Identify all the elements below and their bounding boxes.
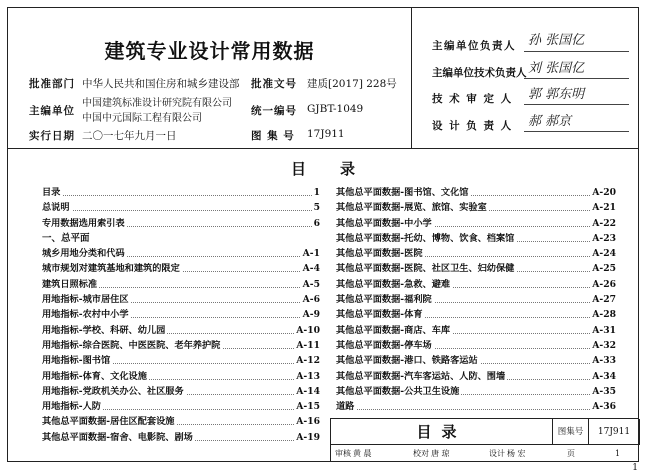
toc-entry-page: 5	[312, 200, 320, 215]
toc-entry-page: A-35	[590, 384, 616, 399]
toc-entry-page: A-25	[590, 261, 616, 276]
unified-no-label: 统一编号	[251, 105, 297, 117]
title-block-name: 目录	[331, 419, 553, 445]
toc-entry-page: A-19	[294, 430, 320, 445]
toc-entry-page: A-16	[294, 414, 320, 429]
toc-entry-title: 其他总平面数据-居住区配套设施	[42, 416, 175, 428]
toc-entry[interactable]	[42, 369, 320, 384]
toc-entry[interactable]	[336, 307, 616, 322]
toc-entry[interactable]	[336, 231, 616, 246]
toc-entry-title: 其他总平面数据-医院	[336, 248, 423, 260]
toc-entry[interactable]	[42, 338, 320, 353]
toc-entry-page: A-11	[294, 338, 320, 353]
page-label: 页	[567, 449, 575, 458]
toc-entry-page: 1	[312, 185, 320, 200]
toc-entry[interactable]	[336, 185, 616, 200]
toc-entry-title: 道路	[336, 401, 355, 413]
toc-entry-title: 用地指标-图书馆	[42, 355, 111, 367]
toc-entry[interactable]	[42, 323, 320, 338]
header-info	[7, 7, 412, 149]
editor-unit-1: 中国建筑标准设计研究院有限公司	[82, 98, 232, 109]
toc-entry[interactable]	[42, 384, 320, 399]
toc-entry-page: A-1	[301, 246, 320, 261]
toc-entry-page: A-20	[590, 185, 616, 200]
toc-entry-title: 用地指标-体育、文化设施	[42, 370, 147, 382]
toc-entry-page: A-22	[590, 216, 616, 231]
page-title: 建筑专业设计常用数据	[104, 39, 315, 63]
toc-entry-page: A-23	[590, 231, 616, 246]
toc-entry[interactable]	[336, 277, 616, 292]
toc-entry[interactable]	[336, 261, 616, 276]
page-footer-number: 1	[632, 463, 638, 473]
toc-entry-page: A-24	[590, 246, 616, 261]
unified-no: GJBT-1049	[307, 103, 364, 115]
approve-dept: 中华人民共和国住房和城乡建设部	[82, 78, 240, 90]
toc-entry-page: A-26	[590, 277, 616, 292]
toc-entry-page: A-27	[590, 292, 616, 307]
toc-entry[interactable]	[42, 261, 320, 276]
toc-entry-title: 用地指标-学校、科研、幼儿园	[42, 324, 166, 336]
checker-name: 唐 琼	[431, 449, 450, 458]
toc-entry-page: A-13	[294, 369, 320, 384]
atlas-no: 17J911	[307, 128, 345, 140]
toc-entry[interactable]	[336, 323, 616, 338]
toc-entry[interactable]	[42, 231, 320, 246]
signature-tech-lead: 刘 张国亿	[528, 61, 585, 76]
toc-entry[interactable]	[42, 353, 320, 368]
approve-dept-label: 批准部门	[29, 78, 75, 90]
toc-entry-page: A-21	[590, 200, 616, 215]
toc-entry-title: 建筑日照标准	[42, 278, 98, 290]
toc-entry-page: A-4	[301, 261, 320, 276]
toc-entry-title: 专用数据选用索引表	[42, 217, 125, 229]
toc-entry-title: 其他总平面数据-港口、铁路客运站	[336, 355, 478, 367]
toc-entry[interactable]	[42, 307, 320, 322]
toc-entry-title: 用地指标-城市居住区	[42, 294, 129, 306]
toc-entry-page: A-32	[590, 338, 616, 353]
toc-left-column	[42, 185, 320, 445]
effective-label: 实行日期	[29, 130, 75, 142]
toc-entry-title: 城市规划对建筑基地和建筑的限定	[42, 263, 180, 275]
toc-entry[interactable]	[42, 399, 320, 414]
title-block-atlas-no: 17J911	[589, 419, 640, 445]
toc-entry[interactable]	[42, 246, 320, 261]
toc-entry-page: A-33	[590, 353, 616, 368]
sig-label-tech-lead: 主编单位技术负责人	[432, 67, 527, 79]
toc-title: 目录	[290, 160, 389, 178]
title-block-atlas-label: 图集号	[553, 419, 589, 445]
toc-entry[interactable]	[336, 399, 616, 414]
signature-panel	[412, 7, 639, 149]
designer-name: 杨 宏	[507, 449, 526, 458]
toc-entry[interactable]	[336, 384, 616, 399]
toc-entry-page: A-12	[294, 353, 320, 368]
toc-entry[interactable]	[42, 277, 320, 292]
toc-entry-title: 其他总平面数据-商店、车库	[336, 324, 451, 336]
sig-label-designer: 设 计 负 责 人	[432, 120, 513, 132]
toc-entry[interactable]	[336, 292, 616, 307]
title-block	[330, 418, 639, 462]
toc-entry[interactable]	[336, 200, 616, 215]
toc-entry-title: 一、总平面	[42, 232, 90, 244]
sig-label-reviewer: 技 术 审 定 人	[432, 93, 513, 105]
toc-entry-title: 其他总平面数据-图书馆、文化馆	[336, 187, 469, 198]
toc-entry-title: 其他总平面数据-福利院	[336, 294, 432, 306]
signature-chief-unit: 孙 张国亿	[528, 33, 585, 48]
toc-entry[interactable]	[42, 292, 320, 307]
toc-entry-title: 城乡用地分类和代码	[42, 248, 125, 260]
toc-entry[interactable]	[336, 369, 616, 384]
toc-entry-page: A-10	[294, 323, 320, 338]
toc-entry[interactable]	[336, 246, 616, 261]
toc-entry-page: 6	[312, 216, 320, 231]
toc-entry-title: 其他总平面数据-托幼、博物、饮食、档案馆	[336, 232, 515, 244]
toc-entry-title: 目录	[42, 187, 61, 198]
editor-unit-2: 中国中元国际工程有限公司	[82, 113, 202, 124]
toc-entry-page: A-28	[590, 307, 616, 322]
toc-entry-title: 其他总平面数据-体育	[336, 309, 423, 321]
check-label: 校对	[413, 449, 429, 458]
toc-entry-title: 其他总平面数据-急救、避难	[336, 278, 451, 290]
toc-entry-page: A-34	[590, 369, 616, 384]
toc-entry-page: A-31	[590, 323, 616, 338]
toc-entry-title: 其他总平面数据-汽车客运站、人防、围墙	[336, 370, 506, 382]
toc-entry-title: 用地指标-人防	[42, 401, 101, 413]
approve-doc-label: 批准文号	[251, 78, 297, 90]
approve-doc: 建质[2017] 228号	[307, 78, 397, 90]
toc-entry-page: A-36	[590, 399, 616, 414]
toc-entry-title: 用地指标-农村中小学	[42, 309, 129, 321]
editor-unit-label: 主编单位	[29, 105, 75, 117]
toc-entry-title: 其他总平面数据-宿舍、电影院、剧场	[42, 431, 193, 443]
toc-entry-title: 用地指标-综合医院、中医医院、老年养护院	[42, 339, 221, 351]
toc-entry-title: 其他总平面数据-医院、社区卫生、妇幼保健	[336, 263, 515, 275]
toc-right-column	[336, 185, 616, 414]
toc-entry[interactable]	[336, 216, 616, 231]
toc-entry-title: 其他总平面数据-公共卫生设施	[336, 385, 460, 397]
toc-entry[interactable]	[336, 338, 616, 353]
atlas-no-label: 图 集 号	[251, 130, 295, 142]
toc-entry-page: A-5	[301, 277, 320, 292]
toc-entry-page: A-14	[294, 384, 320, 399]
toc-entry-page: A-15	[294, 399, 320, 414]
toc-entry-title: 总说明	[42, 202, 70, 214]
page-number: 1	[615, 449, 621, 458]
signature-designer: 郝 郝京	[528, 114, 572, 129]
toc-entry[interactable]	[42, 430, 320, 445]
sig-label-chief-unit: 主编单位负责人	[432, 40, 516, 52]
toc-entry-title: 其他总平面数据-停车场	[336, 339, 432, 351]
review-label: 审核	[335, 449, 351, 458]
effective-date: 二〇一七年九月一日	[82, 130, 177, 142]
signature-reviewer: 郭 郭东明	[528, 87, 585, 102]
design-label: 设计	[489, 449, 505, 458]
reviewer-name: 黄 晨	[353, 449, 372, 458]
toc-entry[interactable]	[42, 185, 320, 200]
toc-entry[interactable]	[42, 414, 320, 429]
toc-entry-title: 其他总平面数据-展览、旅馆、实验室	[336, 202, 487, 214]
toc-entry-page: A-6	[301, 292, 320, 307]
toc-entry-page: A-9	[301, 307, 320, 322]
toc-entry-title: 其他总平面数据-中小学	[336, 217, 432, 229]
toc-entry-title: 用地指标-党政机关办公、社区服务	[42, 385, 184, 397]
toc-entry[interactable]	[336, 353, 616, 368]
toc-entry[interactable]	[42, 216, 320, 231]
toc-entry[interactable]	[42, 200, 320, 215]
